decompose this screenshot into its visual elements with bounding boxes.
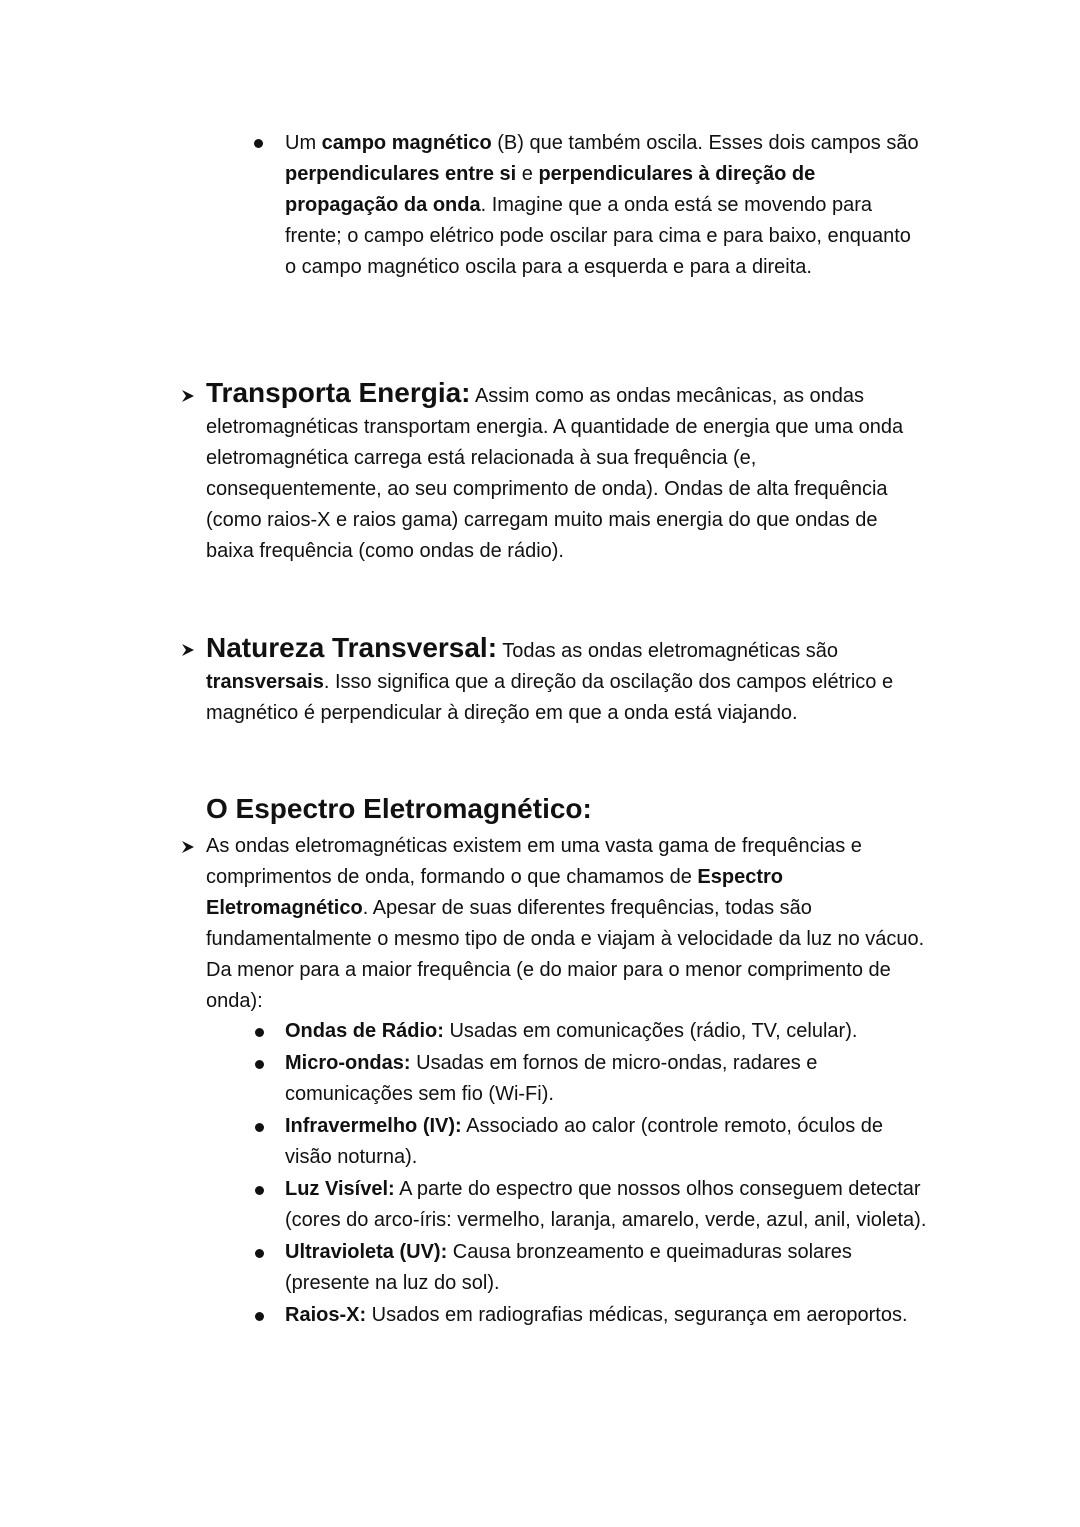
- text-run: . Imagine que a onda está se movendo para frente; o campo elétrico pode oscilar para cima e para baixo, enquanto o campo magnético oscila para a esquerda e para a direita.: [285, 194, 911, 278]
- arrow-bullet-icon: [180, 642, 196, 658]
- bold-term: perpendiculares à direção de propagação da onda: [285, 163, 816, 216]
- arrow-bullet-icon: [180, 839, 196, 855]
- text-run: . Apesar de suas diferentes frequências, todas são fundamentalmente o mesmo tipo de onda e viajam à velocidade da luz no vácuo. Da menor para a maior frequência (e do maior para o menor comprimento de onda):: [206, 897, 925, 1012]
- text-run: e: [516, 163, 539, 185]
- bullet-dot: [255, 1312, 264, 1321]
- text-run: (B) que também oscila. Esses dois campos são: [491, 132, 919, 154]
- item-text: A parte do espectro que nossos olhos conseguem detectar (cores do arco-íris: vermelho, laranja, amarelo, verde, azul, anil, violeta).: [285, 1178, 927, 1231]
- item-text: Associado ao calor (controle remoto, óculos de visão noturna).: [285, 1115, 884, 1168]
- item-text: Usadas em fornos de micro-ondas, radares e comunicações sem fio (Wi-Fi).: [285, 1052, 818, 1105]
- item-text: Usadas em comunicações (rádio, TV, celular).: [443, 1020, 858, 1042]
- list-item: [250, 1237, 930, 1299]
- spectrum-intro: [206, 831, 926, 1017]
- energy-section: [206, 377, 926, 567]
- item-label: Luz Visível:: [285, 1178, 395, 1200]
- text-run: Todas as ondas eletromagnéticas são: [497, 640, 839, 662]
- item-text: Causa bronzeamento e queimaduras solares (presente na luz do sol).: [285, 1241, 852, 1294]
- bold-term: perpendiculares entre si: [285, 163, 517, 185]
- text-run: As ondas eletromagnéticas existem em uma vasta gama de frequências e comprimentos de onda, formando o que chamamos de: [206, 835, 862, 888]
- bullet-dot: [255, 1186, 264, 1195]
- bold-term: Espectro Eletromagnético: [206, 866, 783, 919]
- item-label: Infravermelho (IV):: [285, 1115, 462, 1137]
- item-text: Usados em radiografias médicas, segurança em aeroportos.: [366, 1304, 908, 1326]
- bullet-dot: [255, 1028, 264, 1037]
- list-item: [250, 1300, 930, 1331]
- item-label: Ondas de Rádio:: [285, 1020, 444, 1042]
- bold-term: transversais: [206, 671, 324, 693]
- section-heading: Natureza Transversal:: [206, 632, 498, 663]
- bullet-dot: [254, 139, 263, 148]
- spectrum-title: O Espectro Eletromagnético:: [206, 793, 592, 824]
- item-label: Micro-ondas:: [285, 1052, 411, 1074]
- section-text: Assim como as ondas mecânicas, as ondas eletromagnéticas transportam energia. A quantidade de energia que uma onda eletromagnética carrega está relacionada à sua frequência (e, consequentemente, ao seu comprimento de onda). Ondas de alta frequência (como raios-X e raios gama) carregam muito mais energia do que ondas de baixa frequência (como ondas de rádio).: [206, 385, 904, 562]
- transversal-section: [206, 632, 926, 729]
- magnetic-field-paragraph: [285, 128, 925, 283]
- list-item: [250, 1048, 930, 1110]
- bold-term: campo magnético: [321, 132, 492, 154]
- spectrum-list: [250, 1016, 930, 1332]
- bullet-dot: [255, 1249, 264, 1258]
- item-label: Ultravioleta (UV):: [285, 1241, 448, 1263]
- list-item: [250, 1111, 930, 1173]
- text-run: . Isso significa que a direção da oscilação dos campos elétrico e magnético é perpendicular à direção em que a onda está viajando.: [206, 671, 894, 724]
- list-item: [250, 1174, 930, 1236]
- text-run: Um: [285, 132, 322, 154]
- item-label: Raios-X:: [285, 1304, 367, 1326]
- arrow-bullet-icon: [180, 388, 196, 404]
- bullet-dot: [255, 1060, 264, 1069]
- section-heading: Transporta Energia:: [206, 377, 471, 408]
- list-item: [250, 1016, 930, 1047]
- bullet-dot: [255, 1123, 264, 1132]
